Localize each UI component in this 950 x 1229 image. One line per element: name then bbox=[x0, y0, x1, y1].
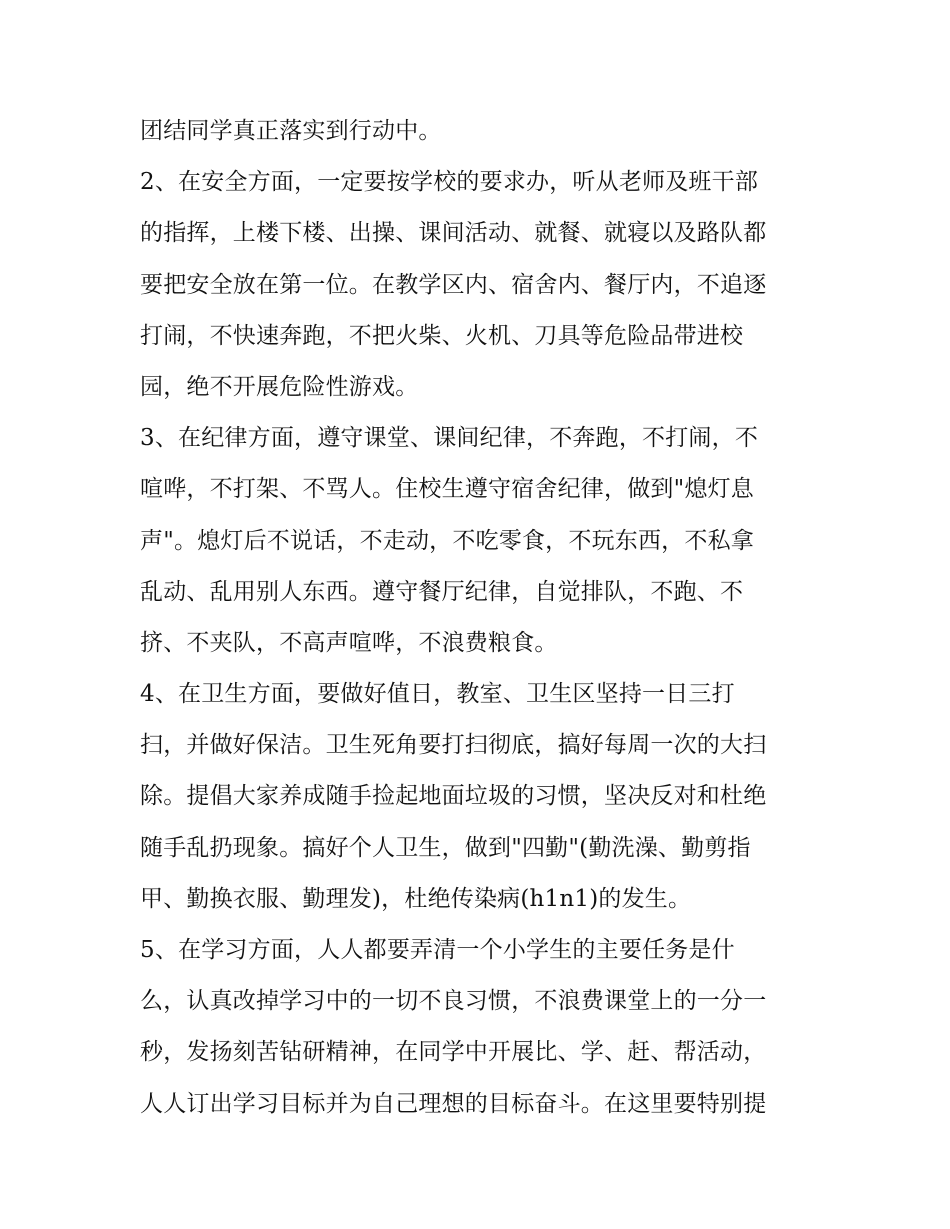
text-line: 甲、勤换衣服、勤理发)，杜绝传染病(h1n1)的发生。 bbox=[140, 885, 692, 912]
text-line: 秒，发扬刻苦钻研精神，在同学中开展比、学、赶、帮活动， bbox=[140, 1039, 767, 1066]
text-line: 除。提倡大家养成随手捡起地面垃圾的习惯，坚决反对和杜绝 bbox=[140, 783, 767, 810]
text-line: 挤、不夹队，不高声喧哗，不浪费粮食。 bbox=[140, 629, 558, 656]
text-line: 么，认真改掉学习中的一切不良习惯，不浪费课堂上的一分一 bbox=[140, 988, 767, 1015]
text-line: 随手乱扔现象。搞好个人卫生，做到"四勤"(勤洗澡、勤剪指 bbox=[140, 834, 751, 861]
text-line: 要把安全放在第一位。在教学区内、宿舍内、餐厅内，不追逐 bbox=[140, 271, 767, 298]
text-line: 的指挥，上楼下楼、出操、课间活动、就餐、就寝以及路队都 bbox=[140, 220, 767, 247]
text-line: 打闹，不快速奔跑，不把火柴、火机、刀具等危险品带进校 bbox=[140, 322, 744, 349]
text-line: 团结同学真正落实到行动中。 bbox=[140, 118, 442, 144]
text-line: 5、在学习方面，人人都要弄清一个小学生的主要任务是什 bbox=[140, 937, 735, 963]
text-line: 人人订出学习目标并为自己理想的目标奋斗。在这里要特别提 bbox=[140, 1090, 767, 1117]
text-line: 扫，并做好保洁。卫生死角要打扫彻底，搞好每周一次的大扫 bbox=[140, 732, 767, 759]
text-line: 3、在纪律方面，遵守课堂、课间纪律，不奔跑，不打闹，不 bbox=[140, 425, 759, 452]
text-line: 声"。熄灯后不说话，不走动，不吃零食，不玩东西，不私拿 bbox=[140, 527, 754, 554]
text-line: 乱动、乱用别人东西。遵守餐厅纪律，自觉排队，不跑、不 bbox=[140, 578, 744, 605]
text-line: 园，绝不开展危险性游戏。 bbox=[140, 373, 419, 400]
text-line: 4、在卫生方面，要做好值日，教室、卫生区坚持一日三打 bbox=[140, 681, 735, 708]
text-line: 2、在安全方面，一定要按学校的要求办，听从老师及班干部 bbox=[140, 169, 759, 196]
text-line: 喧哗，不打架、不骂人。住校生遵守宿舍纪律，做到"熄灯息 bbox=[140, 476, 754, 503]
body-text bbox=[140, 106, 820, 1130]
